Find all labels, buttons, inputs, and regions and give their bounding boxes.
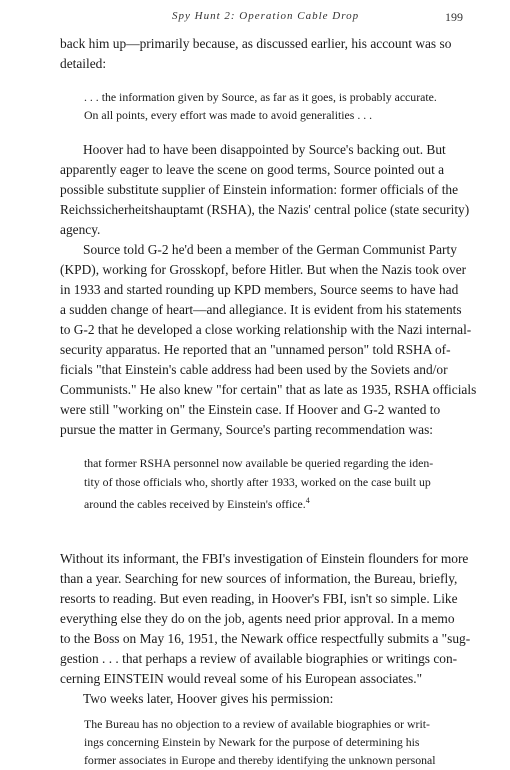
- text-line: gestion . . . that perhaps a review of available biographies or writings con-: [60, 651, 458, 666]
- text-line: in 1933 and started rounding up KPD members, Source seems to have had: [60, 282, 459, 297]
- page-header: [0, 10, 510, 30]
- text-line: detailed:: [60, 56, 107, 71]
- text-line: Communists." He also knew "for certain" that as late as 1935, RSHA officials: [60, 382, 477, 397]
- text-line: Two weeks later, Hoover gives his permission:: [83, 691, 334, 706]
- text-line: were still "working on" the Einstein case. If Hoover and G-2 wanted to: [60, 402, 441, 417]
- quote-line: On all points, every effort was made to avoid generalities . . .: [84, 108, 373, 122]
- text-line: ficials "that Einstein's cable address had been used by the Soviets and/or: [60, 362, 448, 377]
- text-line: Reichssicherheitshauptamt (RSHA), the Nazis' central police (state security): [60, 202, 470, 217]
- text-line: to G-2 that he developed a close working relationship with the Nazi internal-: [60, 322, 472, 337]
- text-line: a sudden change of heart—and allegiance. It is evident from his statements: [60, 302, 462, 317]
- text-line: resorts to reading. But even reading, in Hoover's FBI, isn't so simple. Like: [60, 591, 458, 606]
- footnote-marker: 4: [305, 496, 310, 505]
- text-line: to the Boss on May 16, 1951, the Newark office respectfully submits a "sug-: [60, 631, 471, 646]
- quote-line: former associates in Europe and thereby identifying the unknown personal: [84, 753, 436, 767]
- quote-line: around the cables received by Einstein's office.$^4$: [84, 496, 310, 511]
- quote-line: ings concerning Einstein by Newark for the purpose of determining his: [84, 735, 420, 749]
- text-line: Source told G-2 he'd been a member of the German Communist Party: [83, 242, 457, 257]
- text-line: Without its informant, the FBI's investigation of Einstein flounders for more: [60, 551, 469, 566]
- quote-line: tity of those officials who, shortly after 1933, worked on the case built up: [84, 475, 431, 489]
- text-line: agency.: [60, 222, 101, 237]
- text-line: back him up—primarily because, as discussed earlier, his account was so: [60, 36, 452, 51]
- text-line: apparently eager to leave the scene on good terms, Source pointed out a: [60, 162, 445, 177]
- text-line: possible substitute supplier of Einstein information: former officials of the: [60, 182, 459, 197]
- text-line: security apparatus. He reported that an "unnamed person" told RSHA of-: [60, 342, 451, 357]
- text-line: (KPD), working for Grosskopf, before Hitler. But when the Nazis took over: [60, 262, 467, 277]
- page-number: 199: [445, 10, 463, 24]
- text-line: than a year. Searching for new sources of information, the Bureau, briefly,: [60, 571, 458, 586]
- text-line: cerning EINSTEIN would reveal some of his European associates.": [60, 671, 423, 686]
- text-line: pursue the matter in Germany, Source's parting recommendation was:: [60, 422, 434, 437]
- quote-line: The Bureau has no objection to a review of available biographies or writ-: [84, 717, 430, 731]
- text-line: Hoover had to have been disappointed by Source's backing out. But: [83, 142, 446, 157]
- text-line: everything else they do on the job, agents need prior approval. In a memo: [60, 611, 455, 626]
- quote-line: that former RSHA personnel now available be queried regarding the iden-: [84, 456, 434, 470]
- quote-line: . . . the information given by Source, as far as it goes, is probably accurate.: [84, 90, 437, 104]
- running-title: Spy Hunt 2: Operation Cable Drop: [172, 10, 360, 22]
